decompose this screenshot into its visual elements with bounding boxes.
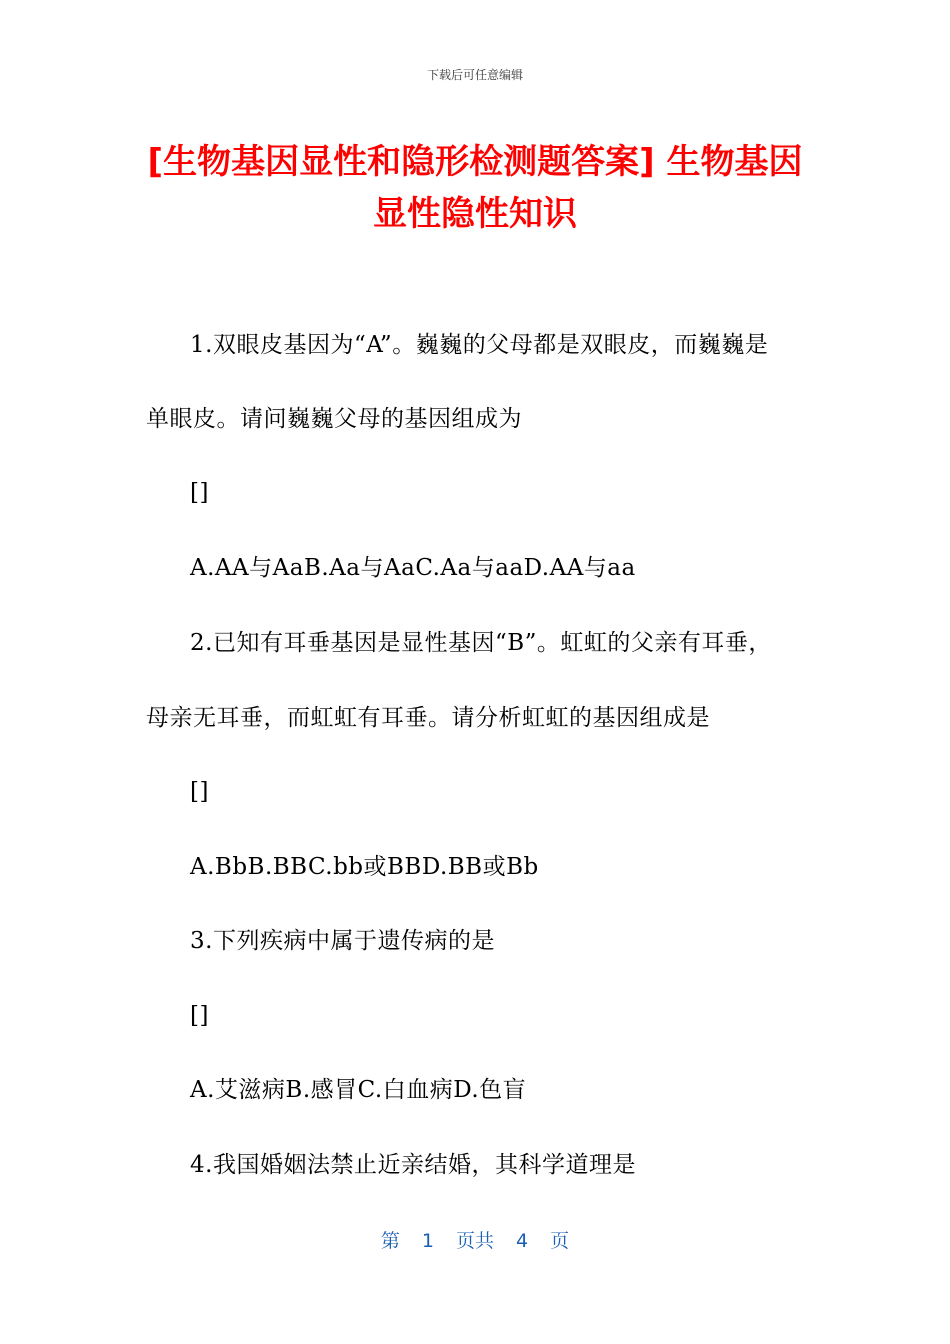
question-1-line-1: 1.双眼皮基因为“A”。巍巍的父母都是双眼皮，而巍巍是 bbox=[190, 332, 769, 358]
question-4-line-1: 4.我国婚姻法禁止近亲结婚，其科学道理是 bbox=[190, 1152, 636, 1178]
footer-prefix: 第 bbox=[380, 1230, 400, 1252]
question-3-blank: [] bbox=[190, 1003, 209, 1029]
question-1-line-2: 单眼皮。请问巍巍父母的基因组成为 bbox=[146, 406, 522, 432]
footer-middle: 页共 bbox=[455, 1230, 494, 1252]
page-footer bbox=[0, 1226, 950, 1253]
header-note: 下载后可任意编辑 bbox=[426, 68, 523, 82]
footer-suffix: 页 bbox=[550, 1230, 570, 1252]
question-2-options: A.BbB.BBC.bb或BBD.BB或Bb bbox=[190, 854, 539, 880]
title-line-1: [生物基因显性和隐形检测题答案] 生物基因 bbox=[147, 142, 803, 182]
title-line-2: 显性隐性知识 bbox=[373, 194, 577, 234]
question-1-blank: [] bbox=[190, 480, 209, 506]
question-3-options: A.艾滋病B.感冒C.白血病D.色盲 bbox=[190, 1077, 527, 1103]
document-title bbox=[120, 136, 830, 240]
question-1-options: A.AA与AaB.Aa与AaC.Aa与aaD.AA与aa bbox=[190, 555, 636, 581]
question-3-line-1: 3.下列疾病中属于遗传病的是 bbox=[190, 928, 495, 954]
question-2-blank: [] bbox=[190, 779, 209, 805]
question-2-line-1: 2.已知有耳垂基因是显性基因“B”。虹虹的父亲有耳垂， bbox=[190, 630, 772, 656]
question-2-line-2: 母亲无耳垂，而虹虹有耳垂。请分析虹虹的基因组成是 bbox=[146, 705, 710, 731]
footer-total-pages: 4 bbox=[516, 1230, 529, 1252]
footer-page-number: 1 bbox=[421, 1230, 434, 1252]
